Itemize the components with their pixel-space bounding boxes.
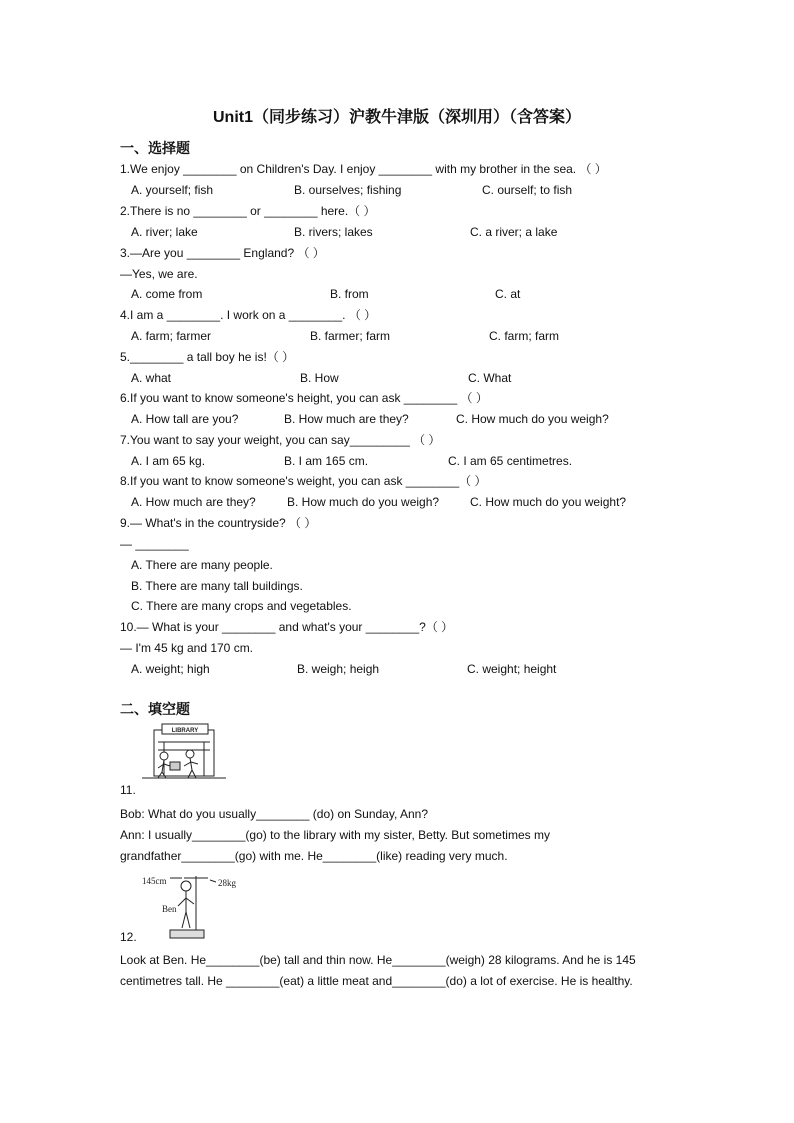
question-4-stem: 4.I am a ________. I work on a ________. （ ） (120, 308, 377, 322)
question-1-option-a: A. yourself; fish (131, 183, 214, 197)
section-heading-fill-in: 二、填空题 (120, 701, 190, 717)
question-8-option-c: C. How much do you weight? (470, 495, 627, 509)
library-sign: LIBRARY (171, 728, 199, 734)
question-11-line-3: grandfather________(go) with me. He________(like) reading very much. (120, 849, 508, 863)
weight-label: 28kg (218, 878, 236, 888)
question-2-option-b: B. rivers; lakes (294, 225, 373, 239)
question-6-stem: 6.If you want to know someone's height, you can ask ________ （ ） (120, 391, 488, 405)
question-10-reply: — I'm 45 kg and 170 cm. (120, 641, 254, 655)
question-3-option-a: A. come from (131, 287, 203, 301)
question-12-number: 12. (120, 930, 137, 944)
question-6-option-b: B. How much are they? (284, 412, 409, 426)
question-3-option-b: B. from (330, 287, 369, 301)
question-2-option-a: A. river; lake (131, 225, 198, 239)
question-5-option-c: C. What (468, 371, 512, 385)
question-1-option-b: B. ourselves; fishing (294, 183, 402, 197)
question-12-line-1: Look at Ben. He________(be) tall and thin now. He________(weigh) 28 kilograms. And he is 145 (120, 953, 636, 967)
question-9-option-a: A. There are many people. (131, 558, 273, 572)
library-illustration (140, 722, 228, 780)
question-10-option-c: C. weight; height (467, 662, 557, 676)
ben-scale-illustration (140, 872, 250, 940)
question-3-stem: 3.—Are you ________ England? （ ） (120, 246, 325, 260)
question-7-option-b: B. I am 165 cm. (284, 454, 369, 468)
question-11-line-2: Ann: I usually________(go) to the library with my sister, Betty. But sometimes my (120, 828, 550, 842)
question-8-option-a: A. How much are they? (131, 495, 256, 509)
question-5-option-a: A. what (131, 371, 172, 385)
question-11-line-1: Bob: What do you usually________ (do) on Sunday, Ann? (120, 807, 428, 821)
question-8-stem: 8.If you want to know someone's weight, you can ask ________（ ） (120, 474, 487, 488)
question-7-stem: 7.You want to say your weight, you can say_________ （ ） (120, 433, 441, 447)
question-5-option-b: B. How (300, 371, 339, 385)
question-4-option-c: C. farm; farm (489, 329, 560, 343)
question-7-option-a: A. I am 65 kg. (131, 454, 206, 468)
question-1-option-c: C. ourself; to fish (482, 183, 573, 197)
question-9-answer-blank: — ________ (120, 537, 189, 551)
height-label: 145cm (142, 876, 167, 886)
question-5-stem: 5.________ a tall boy he is!（ ） (120, 350, 295, 364)
question-10-option-b: B. weigh; heigh (297, 662, 380, 676)
question-4-option-a: A. farm; farmer (131, 329, 212, 343)
question-6-option-c: C. How much do you weigh? (456, 412, 609, 426)
question-8-option-b: B. How much do you weigh? (287, 495, 440, 509)
question-2-stem: 2.There is no ________ or ________ here.（ ） (120, 204, 376, 218)
question-3-option-c: C. at (495, 287, 521, 301)
question-7-option-c: C. I am 65 centimetres. (448, 454, 573, 468)
question-10-stem: 10.— What is your ________ and what's your ________?（ ） (120, 620, 454, 634)
page-title: Unit1（同步练习）沪教牛津版（深圳用）（含答案） (212, 109, 581, 126)
question-1-stem: 1.We enjoy ________ on Children's Day. I enjoy ________ with my brother in the sea. （ ） (120, 162, 607, 176)
question-11-number: 11. (120, 783, 136, 797)
question-9-stem: 9.— What's in the countryside? （ ） (120, 516, 317, 530)
section-heading-choice: 一、选择题 (120, 140, 190, 156)
question-9-option-c: C. There are many crops and vegetables. (131, 599, 352, 613)
question-9-option-b: B. There are many tall buildings. (131, 579, 303, 593)
question-12-line-2: centimetres tall. He ________(eat) a little meat and________(do) a lot of exercise. He is healthy. (120, 974, 633, 988)
question-10-option-a: A. weight; high (131, 662, 210, 676)
ben-label: Ben (162, 904, 177, 914)
question-4-option-b: B. farmer; farm (310, 329, 391, 343)
question-6-option-a: A. How tall are you? (131, 412, 239, 426)
question-3-reply: —Yes, we are. (120, 267, 198, 281)
question-2-option-c: C. a river; a lake (470, 225, 558, 239)
